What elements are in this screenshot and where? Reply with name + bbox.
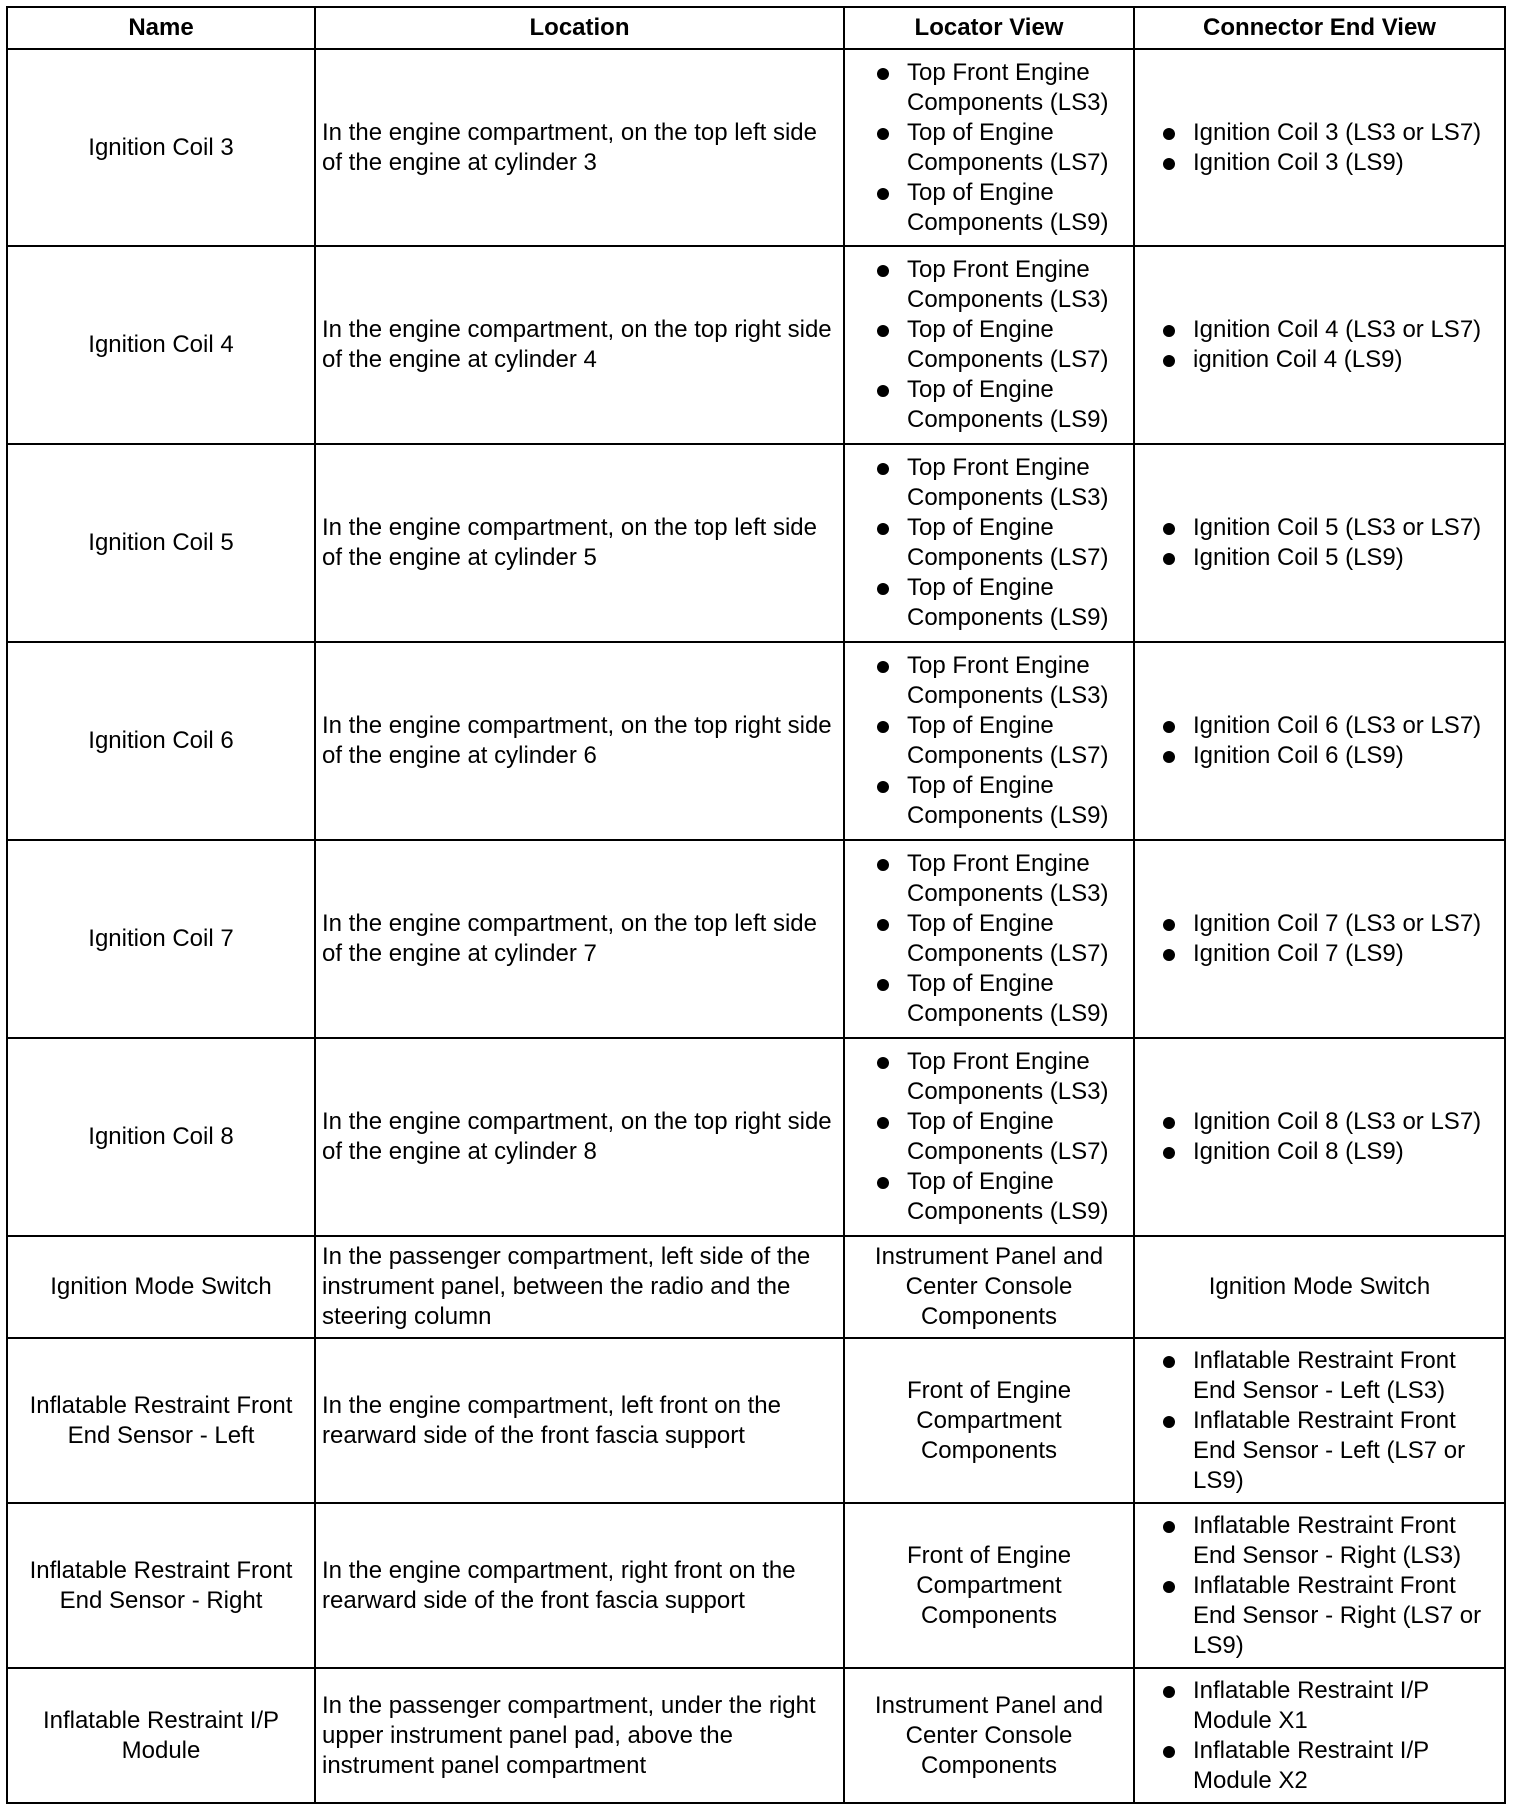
locator-view-cell — [844, 642, 1134, 840]
locator-view-cell — [844, 49, 1134, 246]
locator-link[interactable]: Front of Engine Compartment Components — [844, 1503, 1134, 1668]
locator-view-cell — [844, 246, 1134, 444]
table-row — [7, 642, 1505, 840]
table-row — [7, 49, 1505, 246]
component-name: Ignition Coil 7 — [7, 840, 315, 1038]
connector-link[interactable]: Ignition Mode Switch — [1134, 1236, 1505, 1338]
component-location: In the engine compartment, right front on the rearward side of the front fascia support — [315, 1503, 844, 1668]
locator-view-cell — [844, 1038, 1134, 1236]
connector-link[interactable]: Inflatable Restraint Front End Sensor - Right (LS3) — [1161, 1511, 1498, 1571]
connector-link[interactable]: Ignition Coil 7 (LS9) — [1161, 939, 1498, 969]
connector-link[interactable]: Inflatable Restraint Front End Sensor - Left (LS7 or LS9) — [1161, 1406, 1498, 1496]
component-locator-table — [6, 6, 1506, 1804]
connector-end-view-cell — [1134, 444, 1505, 642]
component-name: Ignition Mode Switch — [7, 1236, 315, 1338]
locator-link[interactable]: Top Front Engine Components (LS3) — [875, 453, 1127, 513]
component-name: Inflatable Restraint I/P Module — [7, 1668, 315, 1803]
locator-link[interactable]: Top Front Engine Components (LS3) — [875, 58, 1127, 118]
component-name: Ignition Coil 5 — [7, 444, 315, 642]
component-location: In the passenger compartment, under the right upper instrument panel pad, above the instrument panel compartment — [315, 1668, 844, 1803]
locator-link[interactable]: Top Front Engine Components (LS3) — [875, 255, 1127, 315]
locator-link[interactable]: Top of Engine Components (LS7) — [875, 711, 1127, 771]
table-row — [7, 1338, 1505, 1503]
connector-link[interactable]: Ignition Coil 3 (LS3 or LS7) — [1161, 118, 1498, 148]
component-name: Inflatable Restraint Front End Sensor - Right — [7, 1503, 315, 1668]
component-location: In the engine compartment, on the top right side of the engine at cylinder 8 — [315, 1038, 844, 1236]
locator-view-cell — [844, 840, 1134, 1038]
component-name: Inflatable Restraint Front End Sensor - Left — [7, 1338, 315, 1503]
component-location: In the engine compartment, on the top left side of the engine at cylinder 3 — [315, 49, 844, 246]
locator-view-cell — [844, 444, 1134, 642]
locator-link[interactable]: Instrument Panel and Center Console Components — [844, 1668, 1134, 1803]
component-name: Ignition Coil 4 — [7, 246, 315, 444]
component-location: In the engine compartment, left front on the rearward side of the front fascia support — [315, 1338, 844, 1503]
connector-link[interactable]: Inflatable Restraint Front End Sensor - Left (LS3) — [1161, 1346, 1498, 1406]
locator-link[interactable]: Top of Engine Components (LS7) — [875, 513, 1127, 573]
header-connector-end-view: Connector End View — [1134, 7, 1505, 49]
connector-end-view-cell — [1134, 1668, 1505, 1803]
connector-link[interactable]: Ignition Coil 4 (LS3 or LS7) — [1161, 315, 1498, 345]
locator-link[interactable]: Instrument Panel and Center Console Components — [844, 1236, 1134, 1338]
connector-link[interactable]: Ignition Coil 6 (LS9) — [1161, 741, 1498, 771]
component-location: In the engine compartment, on the top left side of the engine at cylinder 5 — [315, 444, 844, 642]
connector-link[interactable]: Inflatable Restraint I/P Module X2 — [1161, 1736, 1498, 1796]
table-row — [7, 246, 1505, 444]
connector-link[interactable]: Ignition Coil 8 (LS9) — [1161, 1137, 1498, 1167]
connector-end-view-cell — [1134, 1503, 1505, 1668]
connector-end-view-cell — [1134, 1338, 1505, 1503]
connector-end-view-cell — [1134, 642, 1505, 840]
header-row — [7, 7, 1505, 49]
table-row — [7, 1236, 1505, 1338]
component-location: In the engine compartment, on the top left side of the engine at cylinder 7 — [315, 840, 844, 1038]
connector-end-view-cell — [1134, 840, 1505, 1038]
locator-link[interactable]: Top Front Engine Components (LS3) — [875, 1047, 1127, 1107]
table-row — [7, 444, 1505, 642]
component-name: Ignition Coil 8 — [7, 1038, 315, 1236]
locator-link[interactable]: Top of Engine Components (LS9) — [875, 771, 1127, 831]
locator-link[interactable]: Top of Engine Components (LS9) — [875, 1167, 1127, 1227]
connector-link[interactable]: Inflatable Restraint I/P Module X1 — [1161, 1676, 1498, 1736]
locator-link[interactable]: Top of Engine Components (LS9) — [875, 969, 1127, 1029]
locator-link[interactable]: Top of Engine Components (LS9) — [875, 375, 1127, 435]
header-locator-view: Locator View — [844, 7, 1134, 49]
connector-link[interactable]: ignition Coil 4 (LS9) — [1161, 345, 1498, 375]
locator-link[interactable]: Top of Engine Components (LS9) — [875, 178, 1127, 238]
table-row — [7, 1503, 1505, 1668]
locator-link[interactable]: Top of Engine Components (LS7) — [875, 118, 1127, 178]
locator-link[interactable]: Top of Engine Components (LS9) — [875, 573, 1127, 633]
connector-end-view-cell — [1134, 49, 1505, 246]
connector-end-view-cell — [1134, 1038, 1505, 1236]
connector-link[interactable]: Ignition Coil 6 (LS3 or LS7) — [1161, 711, 1498, 741]
table-row — [7, 840, 1505, 1038]
connector-link[interactable]: Ignition Coil 8 (LS3 or LS7) — [1161, 1107, 1498, 1137]
header-name: Name — [7, 7, 315, 49]
component-location: In the engine compartment, on the top right side of the engine at cylinder 6 — [315, 642, 844, 840]
locator-link[interactable]: Top Front Engine Components (LS3) — [875, 651, 1127, 711]
connector-link[interactable]: Inflatable Restraint Front End Sensor - Right (LS7 or LS9) — [1161, 1571, 1498, 1661]
connector-end-view-cell — [1134, 246, 1505, 444]
component-name: Ignition Coil 6 — [7, 642, 315, 840]
table-row — [7, 1038, 1505, 1236]
locator-link[interactable]: Top of Engine Components (LS7) — [875, 1107, 1127, 1167]
header-location: Location — [315, 7, 844, 49]
table-row — [7, 1668, 1505, 1803]
locator-link[interactable]: Front of Engine Compartment Components — [844, 1338, 1134, 1503]
connector-link[interactable]: Ignition Coil 7 (LS3 or LS7) — [1161, 909, 1498, 939]
connector-link[interactable]: Ignition Coil 3 (LS9) — [1161, 148, 1498, 178]
connector-link[interactable]: Ignition Coil 5 (LS3 or LS7) — [1161, 513, 1498, 543]
locator-link[interactable]: Top Front Engine Components (LS3) — [875, 849, 1127, 909]
locator-link[interactable]: Top of Engine Components (LS7) — [875, 909, 1127, 969]
locator-link[interactable]: Top of Engine Components (LS7) — [875, 315, 1127, 375]
component-location: In the passenger compartment, left side of the instrument panel, between the radio and the steering column — [315, 1236, 844, 1338]
component-name: Ignition Coil 3 — [7, 49, 315, 246]
component-location: In the engine compartment, on the top right side of the engine at cylinder 4 — [315, 246, 844, 444]
connector-link[interactable]: Ignition Coil 5 (LS9) — [1161, 543, 1498, 573]
